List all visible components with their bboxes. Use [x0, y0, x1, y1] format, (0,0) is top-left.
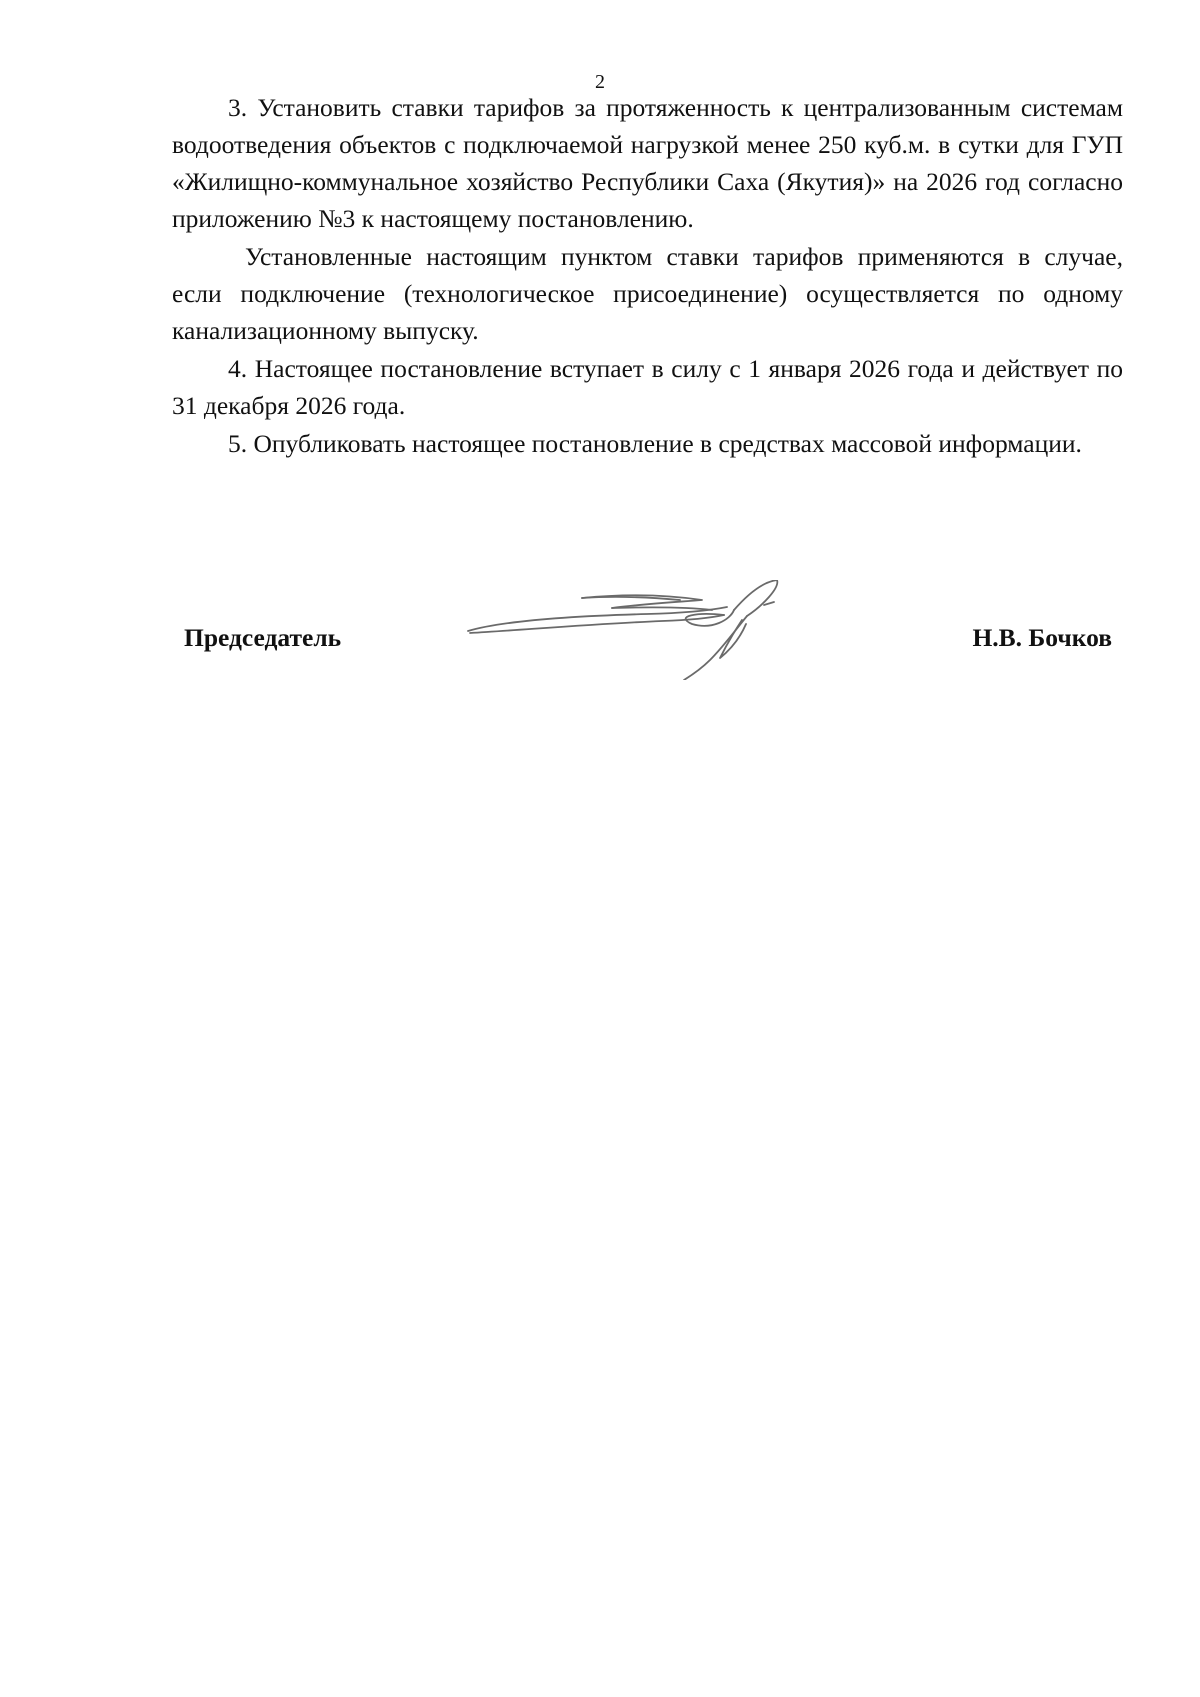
paragraph-item-4: 4. Настоящее постановление вступает в силу с 1 января 2026 года и действует по 31 декабря 2026 года.: [172, 354, 1123, 420]
paragraph-item-5: 5. Опубликовать настоящее постановление в средствах массовой информации.: [228, 429, 1082, 458]
paragraph-item-3-note: Установленные настоящим пунктом ставки тарифов применяются в случае, если подключение (технологическое присоединение) осуществляется по одному канализационному выпуску.: [172, 242, 1123, 345]
handwritten-signature-icon: [462, 580, 812, 680]
signatory-title: Председатель: [184, 623, 342, 652]
paragraph-item-3: 3. Установить ставки тарифов за протяженность к централизованным системам водоотведения объектов с подключаемой нагрузкой менее 250 куб.м. в сутки для ГУП «Жилищно-коммунальное хозяйство Республики Саха (Якутия)» на 2026 год согласно приложению №3 к настоящему постановлению.: [172, 93, 1123, 233]
signature-block: [172, 580, 1123, 680]
page-number: 2: [595, 71, 605, 93]
signatory-name: Н.В. Бочков: [972, 623, 1112, 652]
document-body: [172, 89, 1123, 462]
